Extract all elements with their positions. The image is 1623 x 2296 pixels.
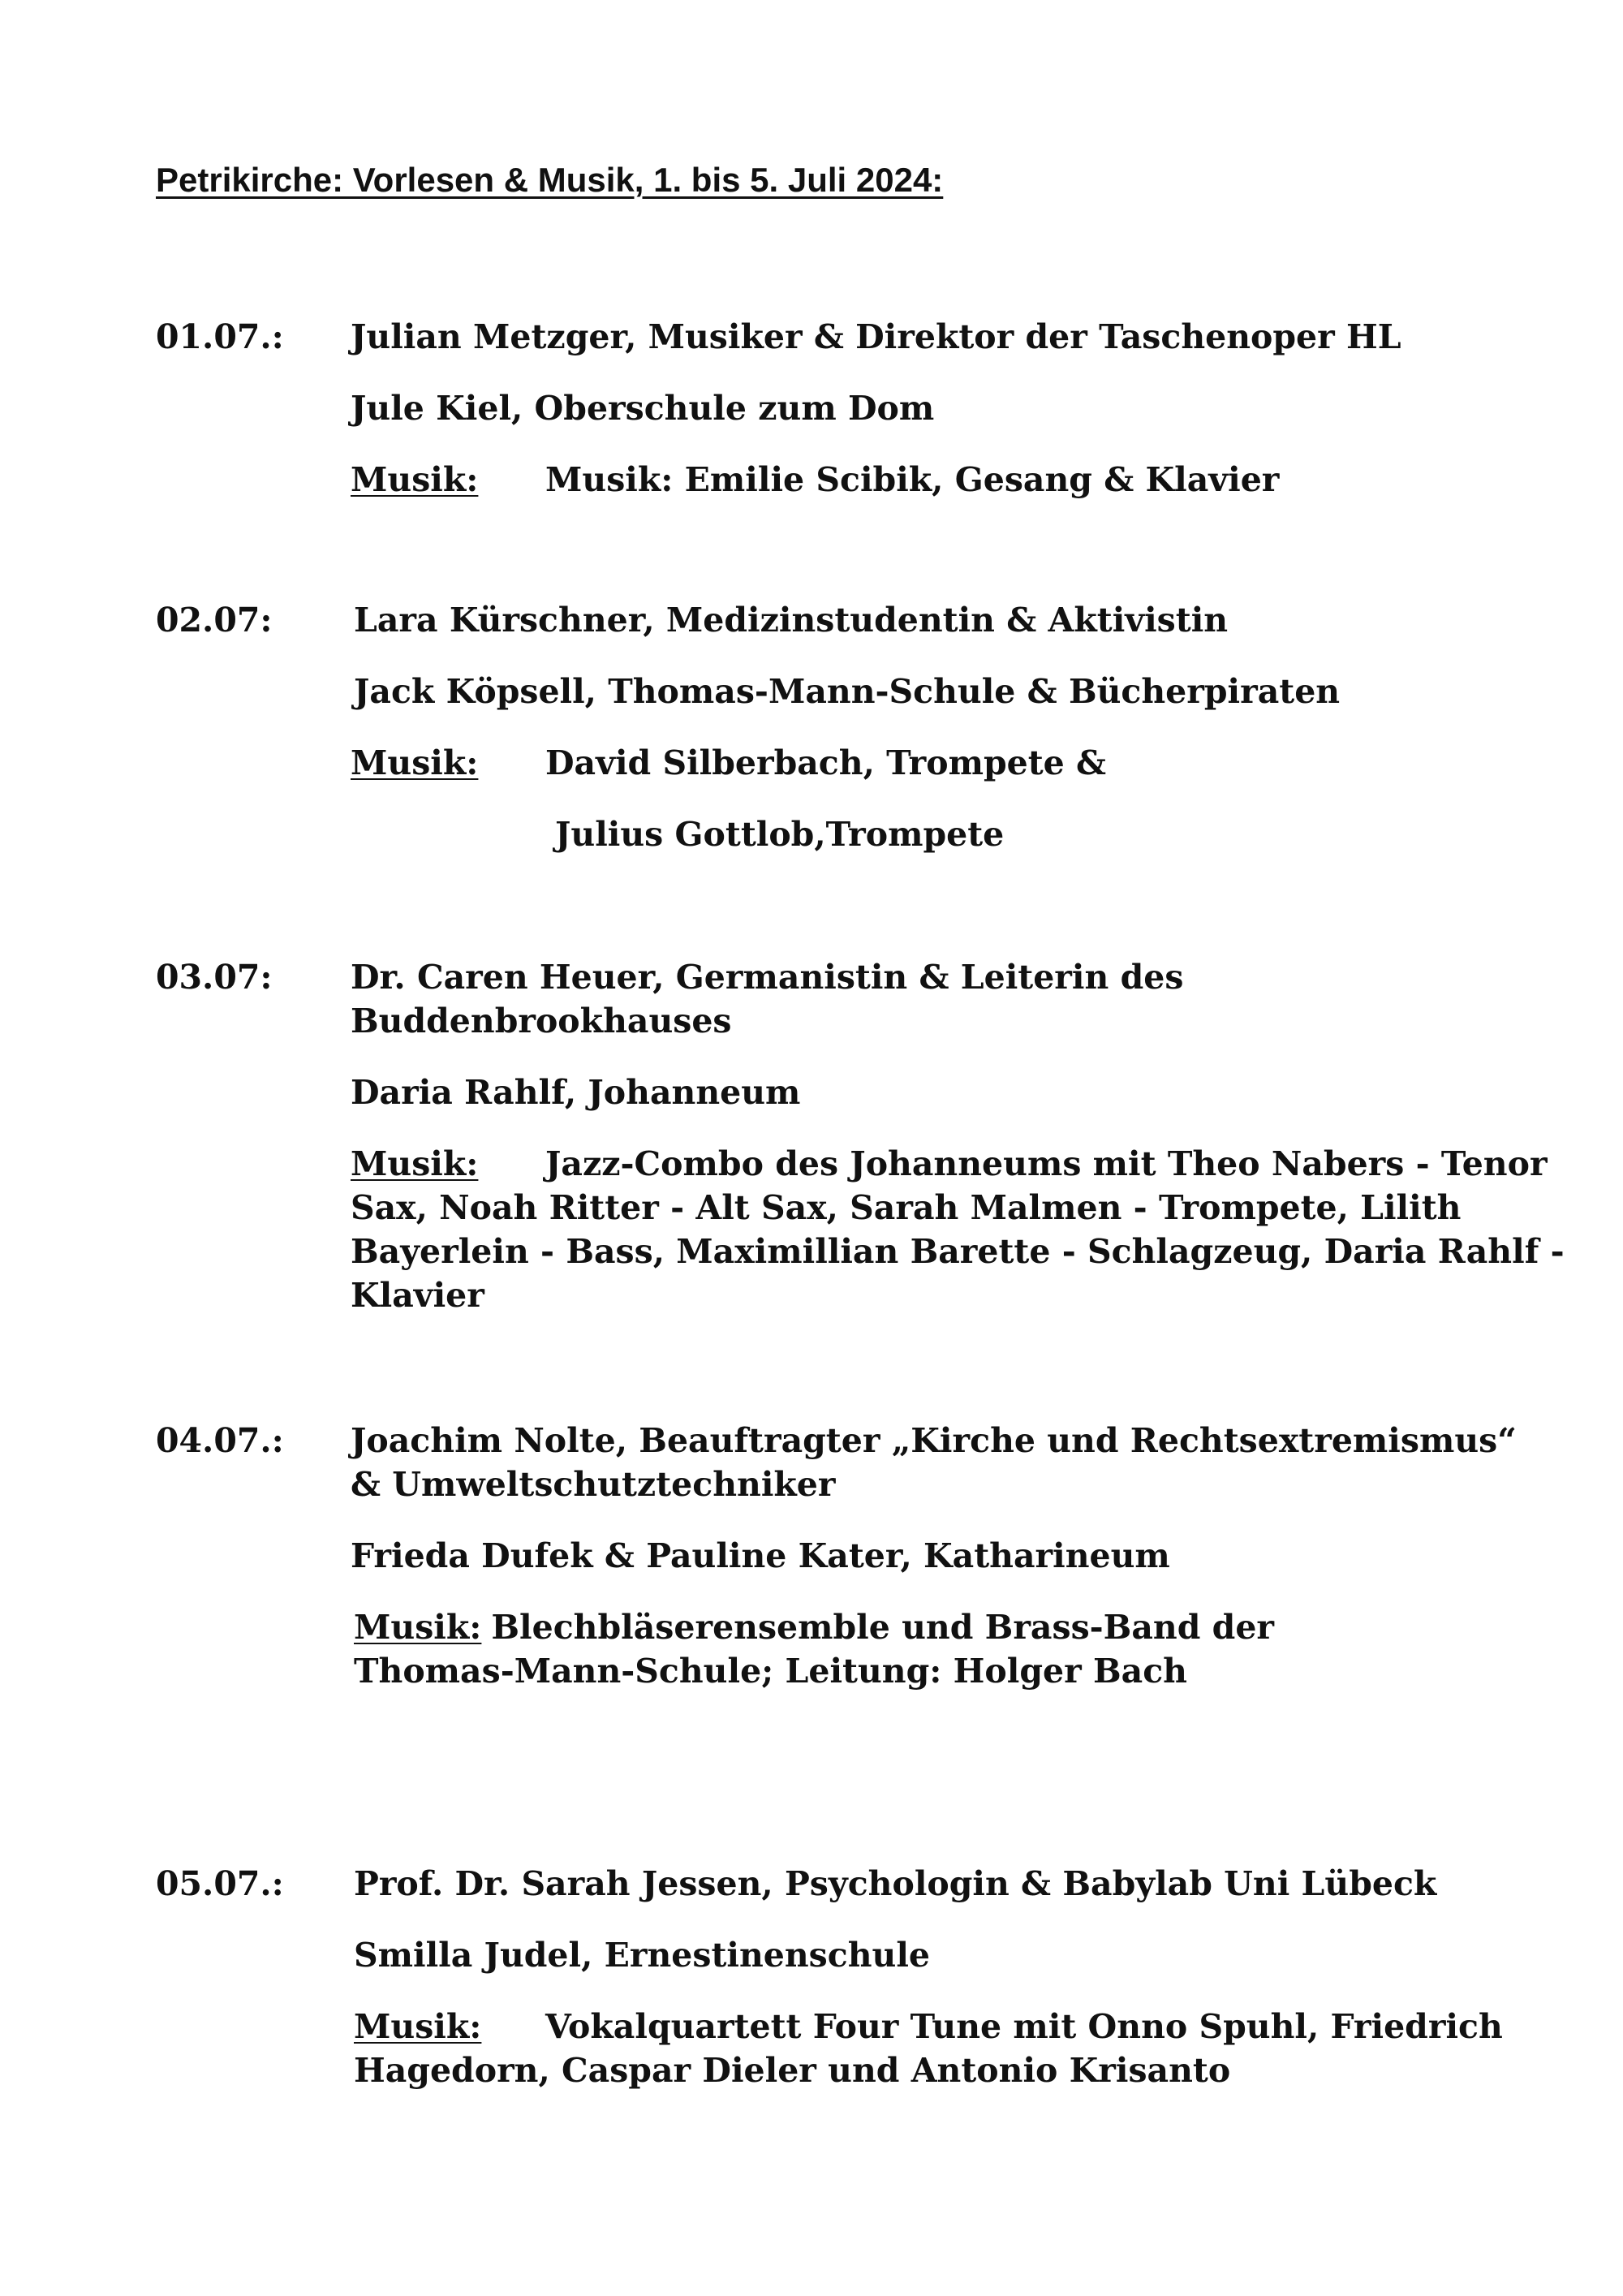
- music-text: Blechbläserensemble und Brass-Band der Thomas-Mann-Schule; Leitung: Holger Bach: [354, 1608, 1275, 1691]
- reader-student: Daria Rahlf, Johanneum: [351, 1073, 801, 1112]
- reader-primary: Lara Kürschner, Medizinstudentin & Aktivistin: [354, 601, 1229, 640]
- music-text-continued: Julius Gottlob,Trompete: [555, 815, 1005, 854]
- music-info: [354, 2005, 1620, 2092]
- reader-primary: Dr. Caren Heuer, Germanistin & Leiterin des Buddenbrookhauses: [351, 958, 1184, 1040]
- music-label: Musik:: [351, 743, 479, 782]
- reader-student: Smilla Judel, Ernestinenschule: [354, 1936, 931, 1975]
- music-label: Musik:: [354, 2007, 482, 2046]
- entry-date: 05.07.:: [156, 1864, 284, 1903]
- entry-content: [351, 1419, 1623, 1693]
- music-text: Musik: Emilie Scibik, Gesang & Klavier: [545, 460, 1280, 499]
- music-text: David Silberbach, Trompete &: [545, 743, 1107, 782]
- entry-content: [351, 598, 1623, 856]
- reader-primary: Prof. Dr. Sarah Jessen, Psychologin & Babylab Uni Lübeck: [354, 1864, 1437, 1903]
- reader-primary: Julian Metzger, Musiker & Direktor der Taschenoper HL: [351, 317, 1401, 356]
- reader-student: Jule Kiel, Oberschule zum Dom: [351, 389, 935, 428]
- music-info: [354, 1605, 1409, 1693]
- entry-content: [351, 955, 1623, 1317]
- entry-date: 04.07.:: [156, 1421, 284, 1460]
- music-text: Vokalquartett Four Tune mit Onno Spuhl, Friedrich Hagedorn, Caspar Dieler und Antonio Krisanto: [354, 2007, 1503, 2090]
- entry-date: 01.07.:: [156, 317, 284, 356]
- reader-student: Frieda Dufek & Pauline Kater, Katharineum: [351, 1536, 1170, 1575]
- entry-content: [351, 315, 1623, 502]
- entry-content: [354, 1862, 1623, 2092]
- entry-date: 03.07:: [156, 958, 273, 997]
- music-info: [351, 458, 1623, 502]
- music-text: Jazz-Combo des Johanneums mit Theo Nabers - Tenor Sax, Noah Ritter - Alt Sax, Sarah Malmen - Trompete, Lilith Bayerlein - Bass, Maximillian Barette - Schlagzeug, Daria Rahlf - Klavier: [351, 1144, 1565, 1315]
- music-label: Musik:: [351, 460, 479, 499]
- entry-date: 02.07:: [156, 601, 273, 640]
- music-label: Musik:: [354, 1608, 482, 1647]
- reader-primary: Joachim Nolte, Beauftragter „Kirche und Rechtsextremismus“ & Umweltschutztechniker: [351, 1421, 1517, 1504]
- document-title: Petrikirche: Vorlesen & Musik, 1. bis 5. Juli 2024:: [156, 161, 944, 199]
- music-info: [351, 1142, 1608, 1317]
- music-label: Musik:: [351, 1144, 479, 1183]
- reader-student: Jack Köpsell, Thomas-Mann-Schule & Bücherpiraten: [354, 672, 1341, 711]
- music-info: [351, 741, 1623, 856]
